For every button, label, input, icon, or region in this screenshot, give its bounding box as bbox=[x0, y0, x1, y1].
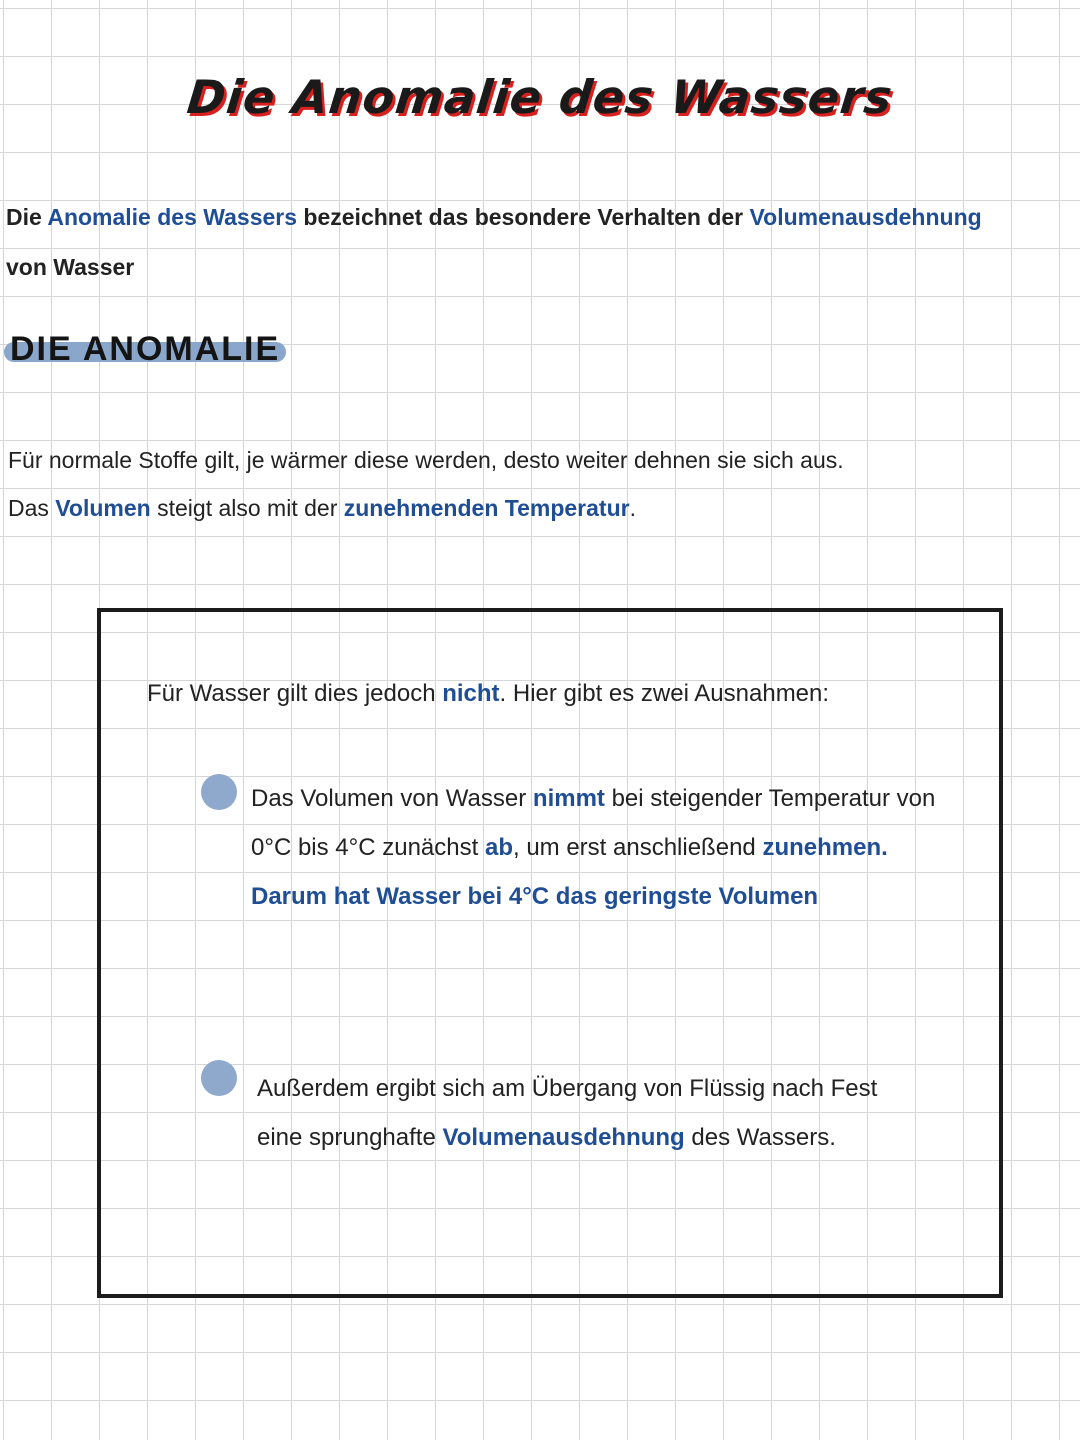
intro-text-part: bezeichnet das besondere Verhalten der bbox=[297, 204, 750, 230]
paragraph-term-volumen: Volumen bbox=[55, 495, 151, 521]
bullet-text-1 bbox=[251, 774, 941, 921]
intro-text-part: Die bbox=[6, 204, 48, 230]
section-heading: DIE ANOMALIE bbox=[10, 330, 281, 368]
bullet1-part: , um erst anschließend bbox=[512, 834, 763, 861]
paragraph-term-temperatur: zunehmenden Temperatur bbox=[343, 495, 630, 521]
bullet1-term-ab: ab bbox=[484, 834, 513, 861]
paragraph-text-part: steigt also mit der bbox=[150, 495, 344, 521]
bullet1-part: Das Volumen von Wasser bbox=[251, 785, 533, 812]
page-title: Die Anomalie des Wassers bbox=[184, 70, 896, 124]
intro-term-volumenausdehnung: Volumenausdehnung bbox=[749, 204, 982, 230]
bullet-text-2 bbox=[257, 1064, 917, 1162]
exceptions-box bbox=[97, 608, 1003, 1298]
bullet1-term-nimmt: nimmt bbox=[532, 785, 605, 812]
bullet-dot-1 bbox=[201, 774, 237, 810]
intro-text bbox=[6, 192, 1066, 292]
box-lead-part: Für Wasser gilt dies jedoch bbox=[147, 680, 443, 707]
intro-text-part: von Wasser bbox=[6, 254, 135, 280]
box-lead-text bbox=[147, 680, 829, 708]
paragraph-line: Für normale Stoffe gilt, je wärmer diese werden, desto weiter dehnen sie sich aus. bbox=[8, 447, 844, 473]
bullet1-term-conclusion: zunehmen. Darum hat Wasser bei 4°C das geringste Volumen bbox=[251, 834, 888, 910]
bullet-dot-2 bbox=[201, 1060, 237, 1096]
bullet2-term-volumenausdehnung: Volumenausdehnung bbox=[442, 1124, 685, 1151]
box-lead-term-nicht: nicht bbox=[442, 680, 500, 707]
bullet2-part: Außerdem ergibt sich am Übergang von Flüssig nach Fest eine sprunghafte bbox=[257, 1075, 878, 1151]
paragraph-text-part: . bbox=[629, 495, 636, 521]
bullet1-part: bei steigender Temperatur von 0°C bis 4°C zunächst bbox=[251, 785, 936, 861]
intro-term-anomalie: Anomalie des Wassers bbox=[47, 204, 298, 230]
paragraph-text-part: Das bbox=[8, 495, 56, 521]
normal-substances-paragraph bbox=[8, 436, 1068, 532]
bullet2-part: des Wassers. bbox=[684, 1124, 836, 1151]
section-heading-block bbox=[4, 330, 281, 374]
box-lead-part: . Hier gibt es zwei Ausnahmen: bbox=[499, 680, 830, 707]
